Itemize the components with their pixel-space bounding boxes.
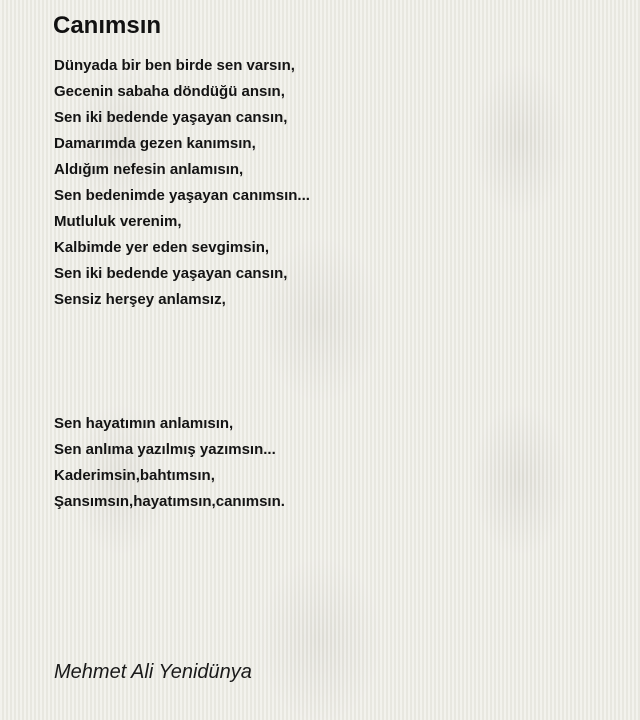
stanza-1 — [54, 53, 310, 313]
poem-line: Sen hayatımın anlamısın, — [54, 415, 234, 432]
stanza-2 — [54, 411, 285, 515]
poem-line: Sen bedenimde yaşayan canımsın... — [54, 187, 310, 204]
poem-line: Kalbimde yer eden sevgimsin, — [54, 239, 270, 256]
poem-line: Aldığım nefesin anlamısın, — [54, 161, 244, 178]
poem-line: Dünyada bir ben birde sen varsın, — [54, 57, 295, 74]
poem-line: Mutluluk verenim, — [54, 213, 182, 230]
poem-line: Kaderimsin,bahtımsın, — [54, 467, 215, 484]
poem-line: Gecenin sabaha döndüğü ansın, — [54, 83, 285, 100]
poem-title: Canımsın — [53, 12, 162, 39]
poem-author: Mehmet Ali Yenidünya — [54, 661, 252, 683]
poem-line: Sen anlıma yazılmış yazımsın... — [54, 441, 276, 458]
poem-line: Sen iki bedende yaşayan cansın, — [54, 109, 288, 126]
poem-line: Sensiz herşey anlamsız, — [54, 291, 226, 308]
poem-line: Sen iki bedende yaşayan cansın, — [54, 265, 288, 282]
poem-line: Damarımda gezen kanımsın, — [54, 135, 256, 152]
poem-line: Şansımsın,hayatımsın,canımsın. — [54, 493, 285, 510]
